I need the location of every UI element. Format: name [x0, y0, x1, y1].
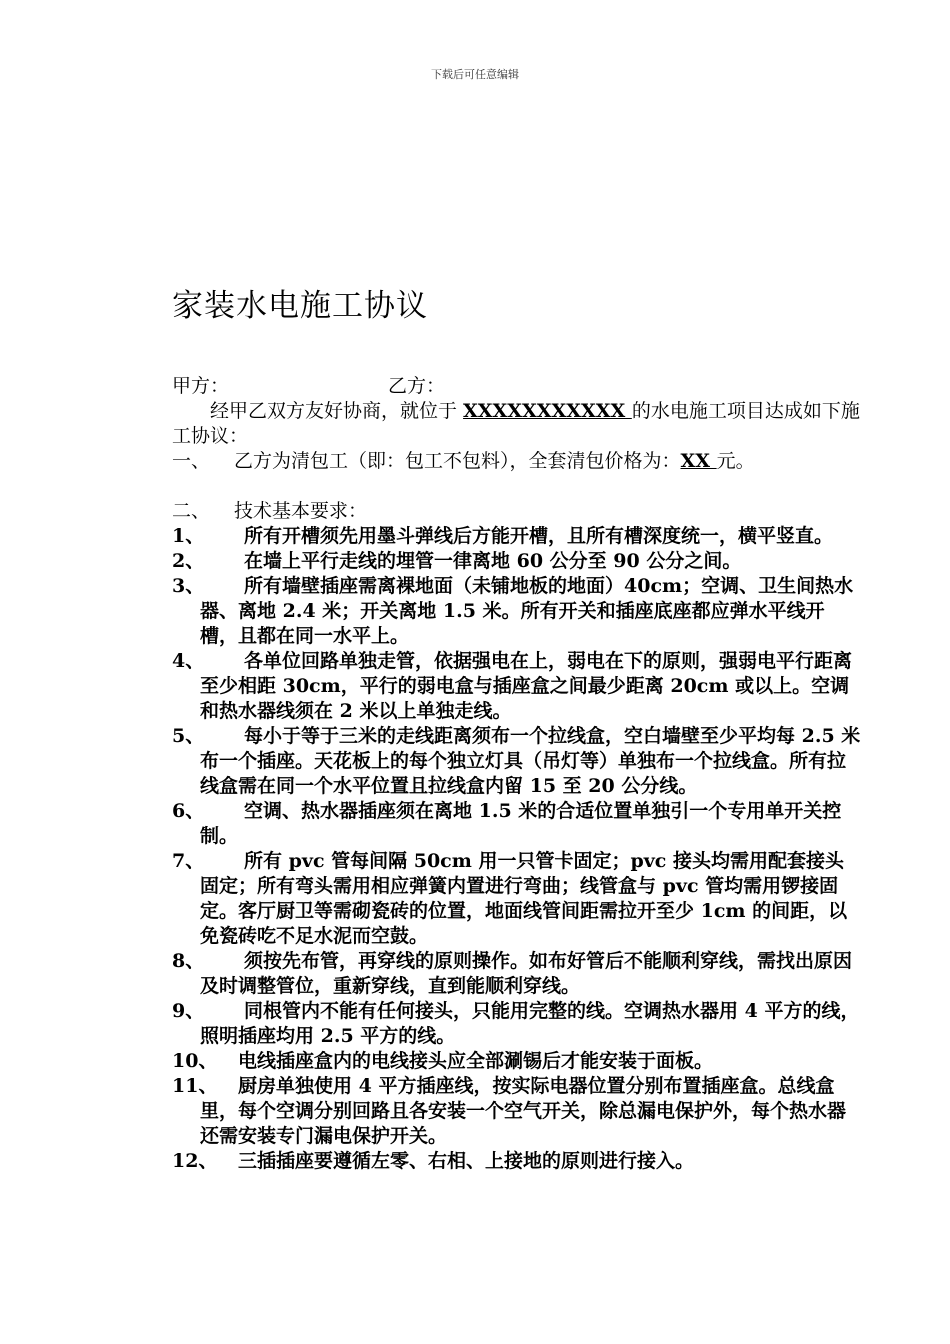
requirement-number: 1、 — [172, 525, 205, 547]
section-1-after: 元。 — [716, 450, 755, 472]
requirements-list — [172, 524, 862, 1174]
requirement-text: 所有墙壁插座需离裸地面（未铺地板的地面）40cm；空调、卫生间热水器、离地 2.4 米；开关离地 1.5 米。所有开关和插座底座都应弹水平线开槽，且都在同一水平上。 — [200, 575, 854, 647]
requirement-text: 每小于等于三米的走线距离须布一个拉线盒，空白墙壁至少平均每 2.5 米布一个插座。天花板上的每个独立灯具（吊灯等）单独布一个拉线盒。所有拉线盒需在同一个水平位置且拉线盒内留 15 至 20 公分线。 — [200, 725, 861, 797]
requirement-number: 6、 — [172, 800, 205, 822]
requirement-item — [172, 574, 862, 649]
requirement-item — [172, 849, 862, 949]
requirement-item — [172, 649, 862, 724]
requirement-text: 厨房单独使用 4 平方插座线，按实际电器位置分别布置插座盒。总线盒里，每个空调分别回路且各安装一个空气开关，除总漏电保护外，每个热水器还需安装专门漏电保护开关。 — [200, 1075, 847, 1147]
section-2-number: 二、 — [172, 500, 211, 522]
requirement-number: 12、 — [172, 1150, 218, 1172]
section-1-text — [234, 449, 755, 474]
intro-before: 经甲乙双方友好协商，就位于 — [210, 400, 464, 422]
project-location: XXXXXXXXXXX — [463, 400, 632, 422]
requirement-item — [172, 1049, 862, 1074]
party-a-label: 甲方： — [172, 375, 230, 397]
requirement-item — [172, 999, 862, 1049]
requirement-item — [172, 524, 862, 549]
requirement-item — [172, 949, 862, 999]
requirement-text: 所有开槽须先用墨斗弹线后方能开槽，且所有槽深度统一，横平竖直。 — [244, 525, 834, 547]
section-1 — [172, 449, 862, 474]
requirement-number: 8、 — [172, 950, 205, 972]
requirement-text: 所有 pvc 管每间隔 50cm 用一只管卡固定；pvc 接头均需用配套接头固定；所有弯头需用相应弹簧内置进行弯曲；线管盒与 pvc 管均需用锣接固定。客厅厨卫等需砌瓷砖的位置，地面线管间距需拉开至少 1cm 的间距，以免瓷砖吃不足水泥而空鼓。 — [200, 850, 848, 947]
requirement-number: 2、 — [172, 550, 205, 572]
header-note: 下载后可任意编辑 — [431, 68, 519, 81]
requirement-text: 空调、热水器插座须在离地 1.5 米的合适位置单独引一个专用单开关控制。 — [200, 800, 842, 847]
document-body — [172, 374, 862, 1174]
requirement-number: 11、 — [172, 1075, 218, 1097]
requirement-item — [172, 549, 862, 574]
intro-paragraph — [172, 399, 862, 449]
requirement-number: 3、 — [172, 575, 205, 597]
section-2-heading: 技术基本要求： — [234, 500, 368, 522]
requirement-text: 三插插座要遵循左零、右相、上接地的原则进行接入。 — [238, 1150, 695, 1172]
requirement-number: 4、 — [172, 650, 205, 672]
section-2 — [172, 499, 862, 524]
requirement-text: 电线插座盒内的电线接头应全部涮锡后才能安装于面板。 — [238, 1050, 714, 1072]
requirement-number: 10、 — [172, 1050, 218, 1072]
requirement-item — [172, 1149, 862, 1174]
price-value: XX — [680, 450, 717, 472]
party-row — [172, 374, 862, 399]
requirement-text: 须按先布管，再穿线的原则操作。如布好管后不能顺利穿线，需找出原因及时调整管位，重新穿线，直到能顺利穿线。 — [200, 950, 853, 997]
requirement-number: 5、 — [172, 725, 205, 747]
requirement-item — [172, 724, 862, 799]
requirement-text: 在墙上平行走线的埋管一律离地 60 公分至 90 公分之间。 — [244, 550, 742, 572]
document-title: 家装水电施工协议 — [172, 288, 428, 324]
section-1-before: 乙方为清包工（即：包工不包料），全套清包价格为： — [234, 450, 681, 472]
requirement-text: 各单位回路单独走管，依据强电在上，弱电在下的原则，强弱电平行距离至少相距 30cm，平行的弱电盒与插座盒之间最少距离 20cm 或以上。空调和热水器线须在 2 米以上单独走线。 — [200, 650, 853, 722]
requirement-number: 7、 — [172, 850, 205, 872]
requirement-item — [172, 1074, 862, 1149]
requirement-text: 同根管内不能有任何接头，只能用完整的线。空调热水器用 4 平方的线，照明插座均用 2.5 平方的线。 — [200, 1000, 860, 1047]
party-b-label: 乙方： — [388, 375, 446, 397]
intro-after: 的水电施工项目达成如下施工协议： — [172, 400, 860, 447]
section-1-number: 一、 — [172, 450, 211, 472]
requirement-number: 9、 — [172, 1000, 205, 1022]
requirement-item — [172, 799, 862, 849]
blank-line — [172, 474, 862, 499]
